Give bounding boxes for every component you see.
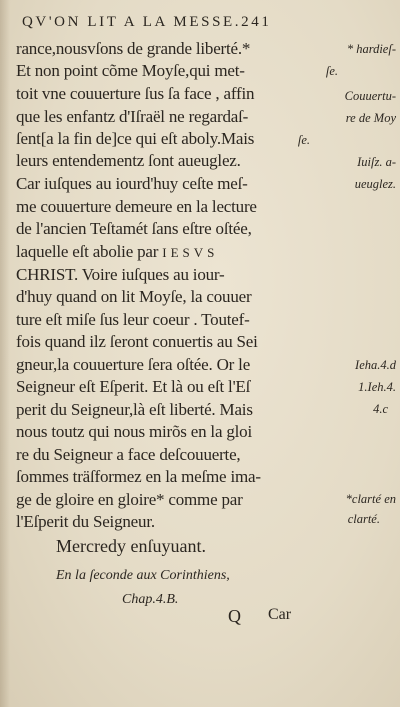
text-line: leurs entendementz ſont aueuglez. — [16, 151, 241, 170]
text-line: que les enfantz d'Iſraël ne regardaſ- — [16, 107, 249, 126]
text-line: ſent[a la fin de]ce qui eſt aboly.Mais — [16, 129, 255, 148]
text-line: d'huy quand on lit Moyſe, la couuer — [16, 287, 252, 306]
text-line: perit du Seigneur,là eſt liberté. Mais — [16, 400, 253, 419]
text-fragment: laquelle eſt abolie par — [16, 242, 159, 261]
text-line: l'Eſperit du Seigneur. — [16, 512, 155, 531]
page-fold-shadow — [0, 0, 10, 707]
text-line: rance,nousvſons de grande liberté.* — [16, 39, 251, 58]
text-line: re du Seigneur a face deſcouuerte, — [16, 445, 241, 464]
margin-note: ſe. — [297, 133, 310, 147]
text-line: nous toutz qui nous mirõs en la gloi — [16, 422, 252, 441]
margin-note: Ieha.4.d — [355, 358, 396, 372]
text-line — [16, 241, 218, 264]
section-subtitle: En la ſeconde aux Corinthiens, — [56, 568, 230, 583]
margin-note: Couuertu- — [344, 89, 396, 103]
margin-note: Iuiſz. a- — [357, 155, 396, 169]
text-line: fois quand ilz ſeront conuertis au Sei — [16, 332, 258, 351]
text-line: me couuerture demeure en la lecture — [16, 197, 257, 216]
margin-note: ſe. — [325, 64, 338, 78]
margin-note: *clarté en — [345, 492, 396, 506]
text-line: ture eſt miſe ſus leur coeur . Toutef- — [16, 310, 250, 329]
text-line: ſommes träſformez en la meſme ima- — [16, 467, 261, 486]
margin-note: re de Moy — [345, 111, 396, 125]
catchword: Car — [268, 606, 292, 623]
margin-note: 4.c — [373, 402, 388, 416]
margin-note: 1.Ieh.4. — [358, 380, 396, 394]
margin-note: clarté. — [347, 512, 380, 526]
text-line: de l'ancien Teſtamét ſans eſtre oſtée, — [16, 219, 252, 238]
margin-note: ueuglez. — [354, 177, 396, 191]
text-line: CHRIST. Voire iuſques au iour- — [16, 265, 225, 284]
text-line: gneur,la couuerture ſera oſtée. Or le — [16, 355, 251, 374]
running-header: QV'ON LIT A LA MESSE.241 — [22, 14, 272, 30]
margin-note: * hardieſ- — [346, 42, 396, 56]
section-reference: Chap.4.B. — [122, 592, 179, 607]
text-line: Seigneur eſt Eſperit. Et là ou eſt l'Eſ — [16, 377, 251, 396]
name-iesus: IESVS — [162, 245, 219, 260]
text-line: Car iuſques au iourd'huy ceſte meſ- — [16, 174, 248, 193]
text-line: ge de gloire en gloire* comme par — [16, 490, 243, 509]
section-title: Mercredy enſuyuant. — [56, 536, 206, 556]
text-line: toit vne couuerture ſus ſa face , affin — [16, 84, 255, 103]
signature-mark: Q — [228, 606, 241, 626]
text-line: Et non point cõme Moyſe,qui met- — [16, 61, 245, 80]
